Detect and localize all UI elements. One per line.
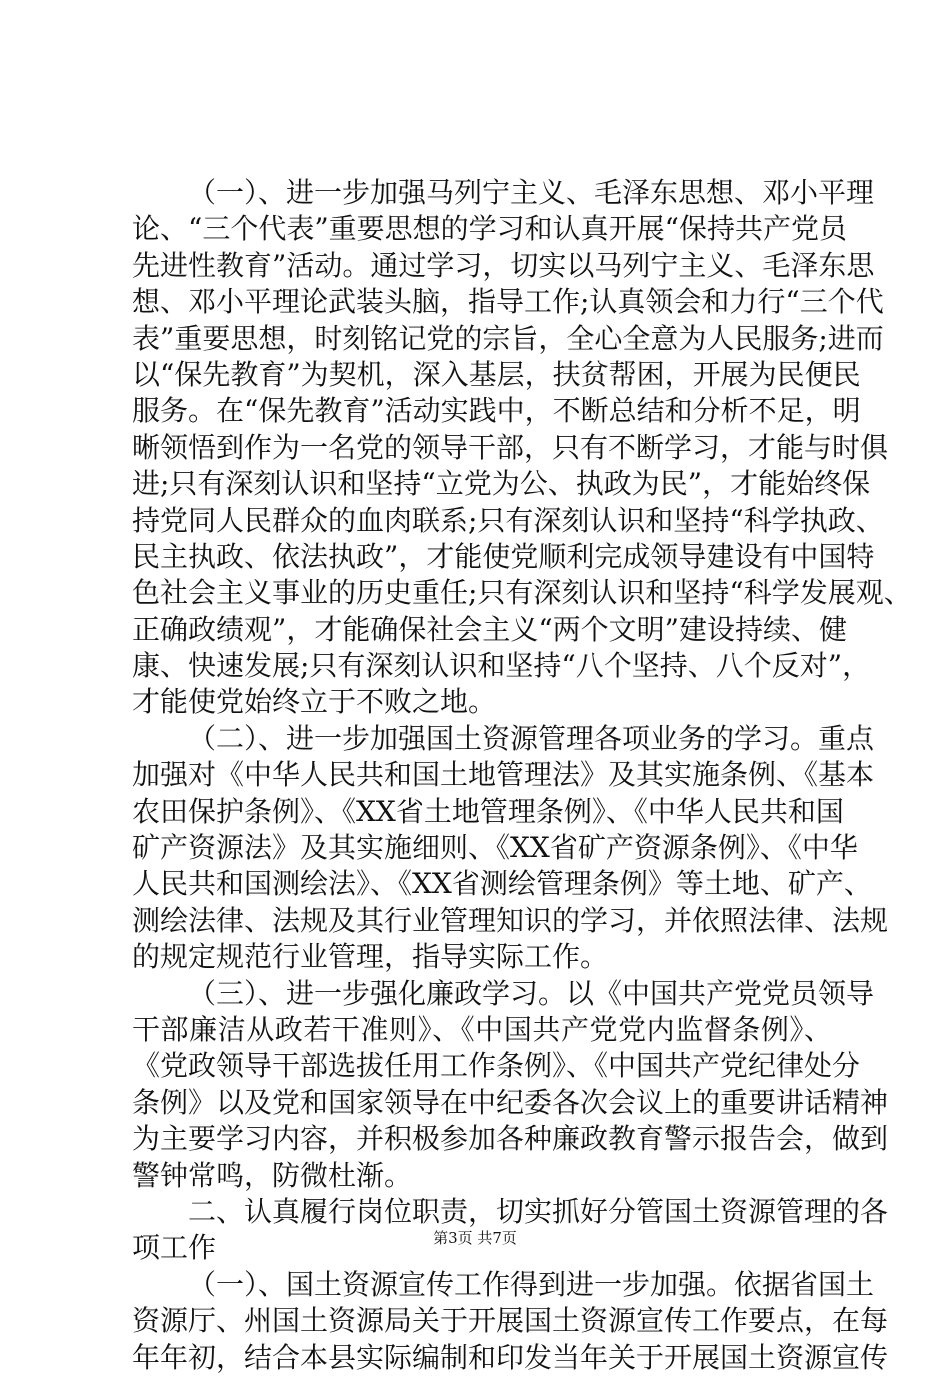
text-line: 持党同人民群众的血肉联系;只有深刻认识和坚持“科学执政、	[132, 503, 884, 537]
text-line: 《党政领导干部选拔任用工作条例》、《中国共产党纪律处分	[132, 1049, 861, 1083]
document-body	[132, 175, 912, 1376]
paragraph	[132, 175, 912, 721]
text-line: 正确政绩观”，才能确保社会主义“两个文明”建设持续、健	[132, 612, 847, 646]
text-line: （一）、国土资源宣传工作得到进一步加强。依据省国土	[188, 1267, 875, 1301]
text-line: 晰领悟到作为一名党的领导干部，只有不断学习，才能与时俱	[132, 430, 889, 464]
text-line: 测绘法律、法规及其行业管理知识的学习，并依照法律、法规	[132, 903, 889, 937]
text-line: 干部廉洁从政若干准则》、《中国共产党党内监督条例》、	[132, 1012, 832, 1046]
page-footer: 第3页 共7页	[433, 1229, 517, 1247]
text-line: 色社会主义事业的历史重任;只有深刻认识和坚持“科学发展观、	[132, 576, 912, 610]
text-line: 才能使党始终立于不败之地。	[132, 685, 497, 719]
text-line: 想、邓小平理论武装头脑，指导工作;认真领会和力行“三个代	[132, 285, 884, 319]
text-line: 民主执政、依法执政”，才能使党顺利完成领导建设有中国特	[132, 539, 875, 573]
text-line: （一）、进一步加强马列宁主义、毛泽东思想、邓小平理	[188, 176, 875, 209]
paragraph	[132, 721, 889, 976]
paragraph	[132, 1267, 889, 1376]
text-line: 的规定规范行业管理，指导实际工作。	[132, 940, 609, 974]
text-line: 以“保先教育”为契机，深入基层，扶贫帮困，开展为民便民	[132, 357, 861, 391]
text-line: 先进性教育”活动。通过学习，切实以马列宁主义、毛泽东思	[132, 248, 875, 282]
paragraph	[132, 976, 889, 1194]
text-line: 项工作	[132, 1231, 217, 1265]
text-line: 矿产资源法》及其实施细则、《XX省矿产资源条例》、《中华	[132, 831, 858, 865]
text-line: 条例》以及党和国家领导在中纪委各次会议上的重要讲话精神	[132, 1085, 889, 1119]
text-line: 进;只有深刻认识和坚持“立党为公、执政为民”，才能始终保	[132, 467, 871, 501]
text-line: 表”重要思想，时刻铭记党的宗旨，全心全意为人民服务;进而	[132, 321, 884, 355]
text-line: 年年初，结合本县实际编制和印发当年关于开展国土资源宣传	[132, 1340, 889, 1374]
text-line: 康、快速发展;只有深刻认识和坚持“八个坚持、八个反对”，	[132, 649, 871, 683]
text-line: 资源厅、州国土资源局关于开展国土资源宣传工作要点，在每	[132, 1304, 889, 1338]
text-line: 人民共和国测绘法》、《XX省测绘管理条例》等土地、矿产、	[132, 867, 872, 901]
text-line: 服务。在“保先教育”活动实践中，不断总结和分析不足，明	[132, 394, 861, 428]
text-line: 二、认真履行岗位职责，切实抓好分管国土资源管理的各	[188, 1194, 889, 1228]
text-line: （三）、进一步强化廉政学习。以《中国共产党党员领导	[188, 976, 875, 1010]
text-line: 警钟常鸣，防微杜渐。	[132, 1158, 413, 1192]
text-line: 农田保护条例》、《XX省土地管理条例》、《中华人民共和国	[132, 794, 844, 828]
text-line: 论、“三个代表”重要思想的学习和认真开展“保持共产党员	[132, 212, 847, 246]
text-line: 加强对《中华人民共和国土地管理法》及其实施条例、《基本	[132, 758, 875, 792]
text-line: 为主要学习内容，并积极参加各种廉政教育警示报告会，做到	[132, 1122, 889, 1156]
text-line: （二）、进一步加强国土资源管理各项业务的学习。重点	[188, 721, 875, 755]
